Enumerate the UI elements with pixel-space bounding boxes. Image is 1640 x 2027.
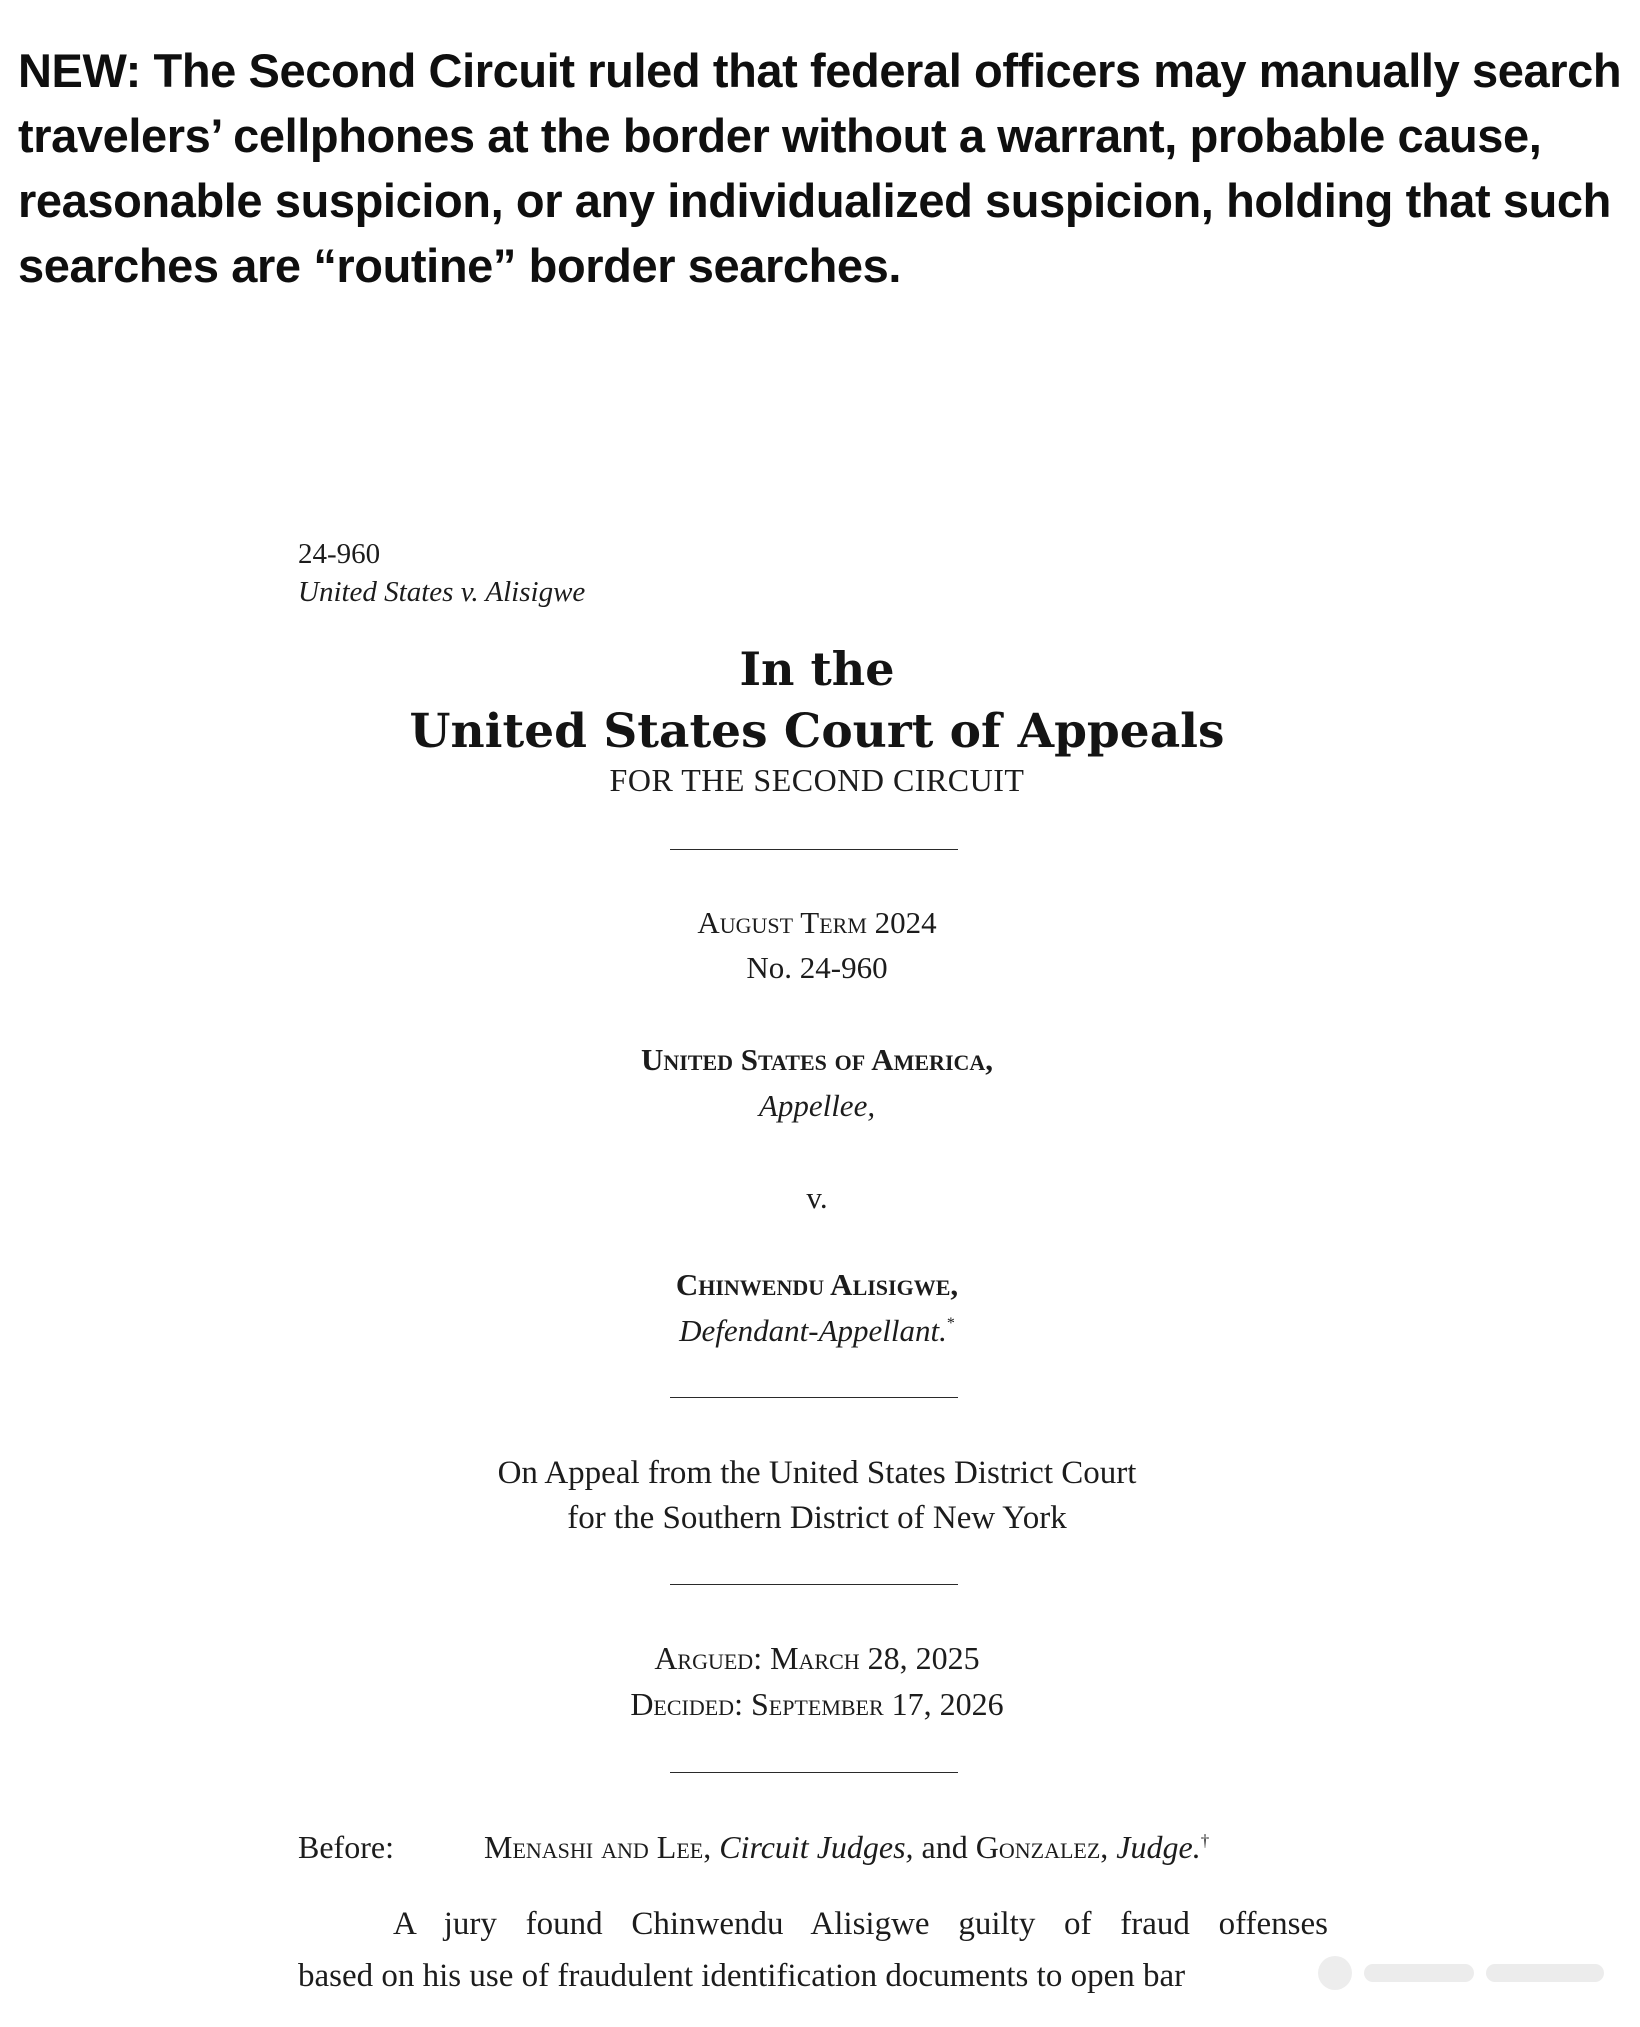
judges-and: and bbox=[921, 1829, 968, 1865]
before-footnote-mark: † bbox=[1200, 1831, 1210, 1850]
appeal-origin-line1: On Appeal from the United States District Court bbox=[497, 1455, 1137, 1491]
appellee-name: United States of America, bbox=[640, 1042, 994, 1077]
divider-rule bbox=[670, 1584, 958, 1585]
court-term: August Term 2024 bbox=[697, 905, 937, 940]
versus-text: v. bbox=[806, 1180, 828, 1215]
appellant-role-line bbox=[0, 1313, 1634, 1349]
appellant-footnote-mark: * bbox=[946, 1315, 955, 1332]
appeal-origin-line2: for the Southern District of New York bbox=[567, 1500, 1067, 1536]
divider-rule bbox=[670, 1397, 958, 1398]
case-caption: United States v. Alisigwe bbox=[298, 576, 586, 608]
argued-date: Argued: March 28, 2025 bbox=[654, 1640, 980, 1676]
decided-date: Decided: September 17, 2026 bbox=[630, 1686, 1004, 1722]
watermark-bar bbox=[1364, 1964, 1474, 1982]
divider-rule bbox=[670, 1772, 958, 1773]
judges-title-circuit: Circuit Judges, bbox=[719, 1829, 914, 1865]
appellant-name: Chinwendu Alisigwe, bbox=[675, 1267, 959, 1302]
opinion-text-line1: A jury found Chinwendu Alisigwe guilty of fraud offenses bbox=[393, 1906, 1328, 1942]
heading-in-the: In the bbox=[739, 642, 895, 696]
appellant-role: Defendant-Appellant. bbox=[679, 1313, 947, 1348]
watermark-bar bbox=[1486, 1964, 1604, 1982]
before-label: Before: bbox=[298, 1829, 394, 1865]
judge-title: Judge. bbox=[1116, 1829, 1201, 1865]
case-number: No. 24-960 bbox=[746, 950, 888, 985]
judges-menashi-lee: Menashi and Lee, bbox=[484, 1829, 712, 1865]
watermark-logo-icon bbox=[1318, 1956, 1352, 1990]
headline-text: NEW: The Second Circuit ruled that federal officers may manually search travelers’ cellphones at the border without a warrant, probable cause, reasonable suspicion, or any individualized suspicion, holding that such searches are “routine” border searches. bbox=[18, 44, 1622, 292]
panel-judges bbox=[484, 1829, 1209, 1866]
watermark-overlay bbox=[1318, 1950, 1618, 1994]
heading-court-name: United States Court of Appeals bbox=[409, 704, 1225, 759]
heading-circuit: FOR THE SECOND CIRCUIT bbox=[609, 762, 1025, 798]
opinion-text-line2: based on his use of fraudulent identification documents to open bar bbox=[298, 1958, 1186, 1994]
divider-rule bbox=[670, 849, 958, 850]
judge-gonzalez: Gonzalez, bbox=[975, 1829, 1109, 1865]
appellee-role: Appellee, bbox=[758, 1088, 876, 1123]
docket-number: 24-960 bbox=[298, 538, 381, 570]
